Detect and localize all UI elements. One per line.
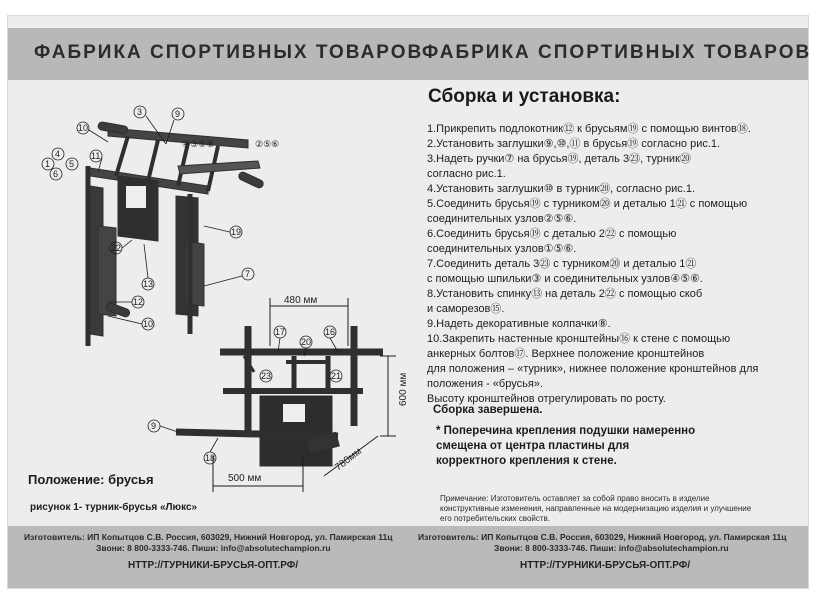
- step-line: соединительных узлов①⑤⑥.: [427, 243, 577, 255]
- callout-4: 4: [55, 149, 61, 159]
- callout-18: 18: [205, 453, 216, 463]
- step-line: 3.Надеть ручки⑦ на брусья⑲, деталь 3㉓, турник⑳: [427, 153, 691, 165]
- callout-12: 12: [133, 297, 144, 307]
- callout-5: 5: [69, 159, 75, 169]
- step-line: 8.Установить спинку⑬ на деталь 2㉒ с помощью скоб: [427, 288, 703, 300]
- header-title-right: ФАБРИКА СПОРТИВНЫХ ТОВАРОВ: [422, 42, 812, 63]
- callout-1: 1: [45, 159, 51, 169]
- callout-10-lower: 10: [143, 319, 154, 329]
- disclaimer-line: его потребительских свойств.: [440, 514, 550, 523]
- dim-height: 600 мм: [398, 372, 409, 406]
- callout-21: 21: [331, 371, 342, 381]
- step-line: 10.Закрепить настенные кронштейны⑯ к стене с помощью: [427, 333, 731, 345]
- position-label: Положение: брусья: [28, 472, 154, 487]
- callout-19: 19: [231, 227, 242, 237]
- callout-7: 7: [245, 269, 251, 279]
- note-line: * Поперечина крепления подушки намеренно: [436, 425, 696, 437]
- dim-depth: 780мм: [333, 445, 364, 474]
- callout-11: 11: [91, 151, 101, 161]
- step-line: 7.Соединить деталь 3㉓ с турником⑳ и деталью 1㉑: [427, 258, 697, 270]
- callout-20: 20: [301, 337, 312, 347]
- disclaimer: [440, 494, 780, 524]
- callout-9-lower: 9: [151, 421, 157, 431]
- callout-10: 10: [78, 123, 89, 133]
- footer-left-url[interactable]: HTTP://ТУРНИКИ-БРУСЬЯ-ОПТ.РФ/: [128, 560, 299, 571]
- header-title-left: ФАБРИКА СПОРТИВНЫХ ТОВАРОВ: [34, 42, 424, 63]
- step-line: соединительных узлов②⑤⑥.: [427, 213, 577, 225]
- callout-23: 23: [261, 371, 272, 381]
- callout-6: 6: [53, 169, 59, 179]
- note-line: корректного крепления к стене.: [436, 455, 617, 467]
- footer-right-contacts: Звони: 8 800-3333-746. Пиши: info@absolutechampion.ru: [494, 543, 729, 553]
- figure-caption: рисунок 1- турник-брусья «Люкс»: [30, 502, 198, 513]
- step-line: согласно рис.1.: [427, 168, 506, 180]
- step-line: 4.Установить заглушки⑩ в турник⑳, согласно рис.1.: [427, 183, 696, 195]
- note-line: смещена от центра пластины для: [436, 440, 630, 452]
- footer-band: [8, 526, 808, 588]
- assembly-title: Сборка и установка:: [428, 86, 621, 107]
- footer-right-maker: Изготовитель: ИП Копытцов С.В. Россия, 603029, Нижний Новгород, ул. Памирская 11ц: [418, 532, 787, 542]
- step-line: 9.Надеть декоративные колпачки⑧.: [427, 318, 611, 330]
- dim-width: 480 мм: [284, 295, 318, 306]
- step-line: и саморезов⑮.: [427, 303, 505, 315]
- callout-13: 13: [143, 279, 154, 289]
- mounting-note: [436, 424, 776, 469]
- assembly-steps: [427, 122, 807, 407]
- footer-left-maker: Изготовитель: ИП Копытцов С.В. Россия, 603029, Нижний Новгород, ул. Памирская 11ц: [24, 532, 393, 542]
- assembly-done: Сборка завершена.: [433, 404, 543, 416]
- instruction-sheet: [8, 16, 812, 588]
- footer-right-url[interactable]: HTTP://ТУРНИКИ-БРУСЬЯ-ОПТ.РФ/: [520, 560, 691, 571]
- disclaimer-line: конструктивные изменения, направленные на модернизацию изделия и улучшение: [440, 504, 752, 513]
- callout-3: 3: [137, 107, 143, 117]
- callout-256: ②⑤⑥: [255, 139, 280, 149]
- callout-4568: ④⑤⑥⑧: [182, 139, 215, 149]
- callout-22: 22: [111, 243, 122, 253]
- callout-9: 9: [175, 109, 181, 119]
- step-line: Высоту кронштейнов отрегулировать по росту.: [427, 393, 666, 405]
- step-line: 6.Соединить брусья⑲ с деталью 2㉒ с помощью: [427, 228, 677, 240]
- callout-17: 17: [275, 327, 286, 337]
- disclaimer-line: Примечание: Изготовитель оставляет за собой право вносить в изделие: [440, 494, 710, 503]
- dim-base: 500 мм: [228, 473, 262, 484]
- step-line: 5.Соединить брусья⑲ с турником⑳ и деталью 1㉑ с помощью: [427, 198, 748, 210]
- step-line: анкерных болтов⑰. Верхнее положение кронштейнов: [427, 348, 705, 360]
- footer-left-contacts: Звони: 8 800-3333-746. Пиши: info@absolutechampion.ru: [96, 543, 331, 553]
- step-line: 1.Прикрепить подлокотник⑫ к брусьям⑲ с помощью винтов⑱.: [427, 123, 751, 135]
- step-line: с помощью шпильки③ и соединительных узлов④⑤⑥.: [427, 273, 703, 285]
- callout-16: 16: [325, 327, 336, 337]
- step-line: для положения – «турник», нижнее положение кронштейнов для: [427, 363, 759, 375]
- brusya-drawing: [176, 326, 383, 466]
- assembly-diagram: [8, 16, 418, 516]
- step-line: 2.Установить заглушки⑨,⑩,⑪ в брусья⑲ согласно рис.1.: [427, 138, 721, 150]
- step-line: положения - «брусья».: [427, 378, 543, 390]
